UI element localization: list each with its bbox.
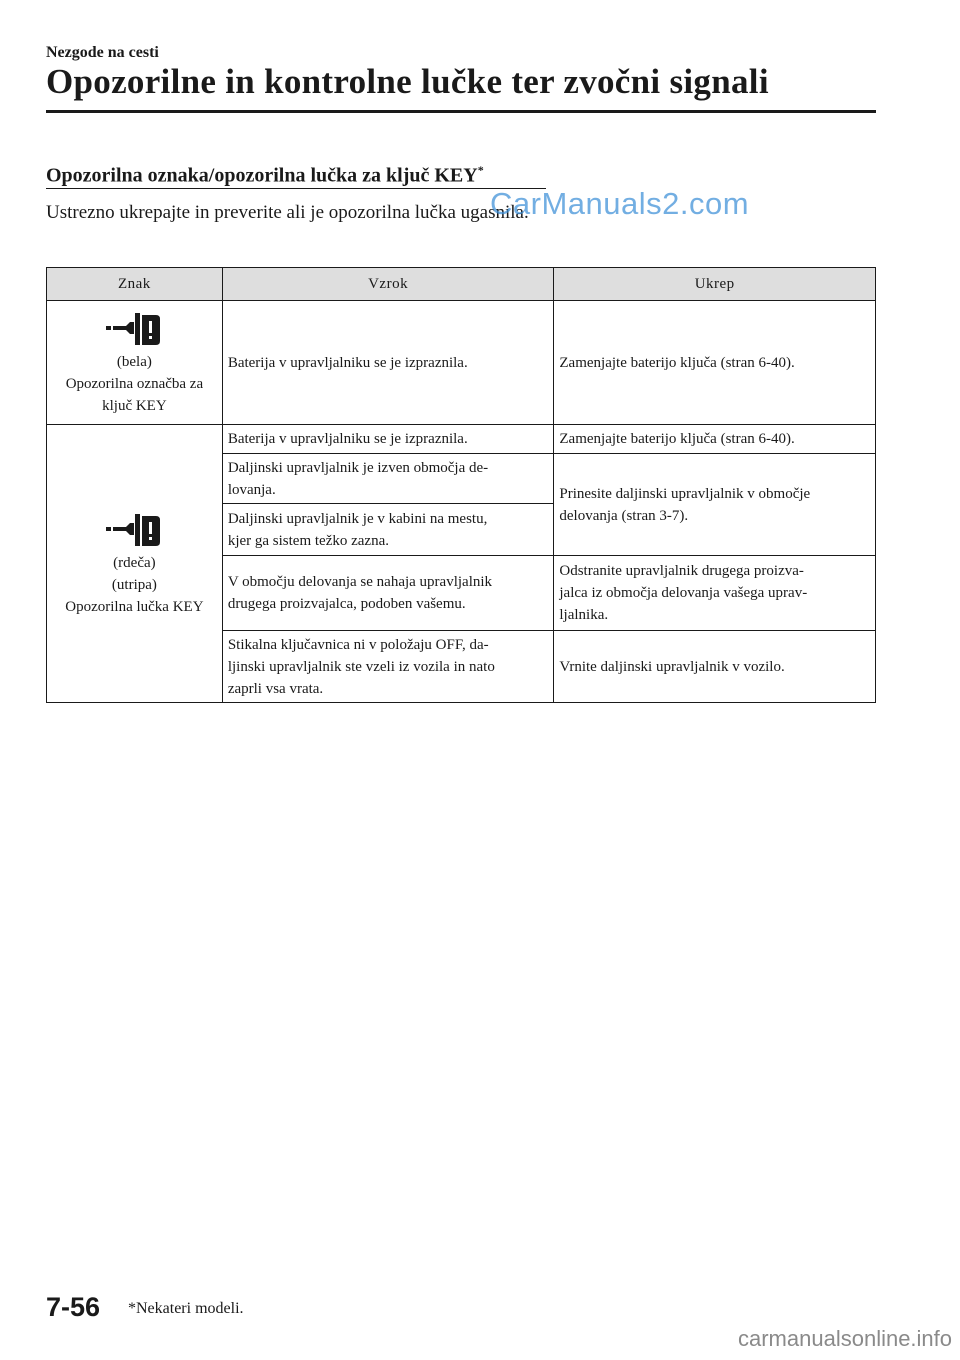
header-ukrep: Ukrep (554, 268, 876, 301)
cause-line: V območju delovanja se nahaja upravljalnik (227, 574, 493, 590)
key-warning-icon (102, 510, 166, 550)
footnote: *Nekateri modeli. (128, 1300, 244, 1317)
warning-table (46, 267, 876, 703)
watermark: CarManuals2.com (490, 186, 750, 221)
sign-name-line2: ključ KEY (102, 397, 167, 414)
table-row (47, 425, 876, 454)
cause-line: kjer ga sistem težko zazna. (227, 532, 389, 549)
action-line: Odstranite upravljalnik drugega proizva- (559, 563, 804, 579)
section-title-text: Opozorilna oznaka/opozorilna lučka za ključ KEY (46, 164, 478, 187)
footnote-asterisk: * (477, 163, 484, 177)
cause-cell: Baterija v upravljalniku se je izpraznila. (222, 425, 554, 454)
action-cell (554, 454, 876, 556)
action-line: jalca iz območja delovanja vašega uprav- (559, 585, 808, 601)
action-line: ljalnika. (559, 607, 609, 623)
cause-line: drugega proizvajalca, podoben vašemu. (227, 596, 466, 612)
cause-line: lovanja. (227, 481, 276, 498)
action-cell: Vrnite daljinski upravljalnik v vozilo. (554, 631, 876, 703)
section-divider (46, 188, 546, 189)
header-znak: Znak (47, 268, 223, 301)
cause-cell (222, 556, 554, 631)
intro-text: Ustrezno ukrepajte in preverite ali je opozorilna lučka ugasnila. (46, 202, 529, 223)
cause-cell: Baterija v upravljalniku se je izpraznila. (222, 301, 554, 425)
action-line: Prinesite daljinski upravljalnik v območje (559, 485, 811, 502)
cause-cell (222, 504, 554, 556)
title-divider (46, 110, 876, 113)
sign-cell-red (47, 425, 223, 703)
page-number: 7-56 (46, 1292, 101, 1322)
page-title: Opozorilne in kontrolne lučke ter zvočni signali (46, 62, 769, 101)
sign-blink-label: (utripa) (111, 576, 157, 593)
sign-name-line1: Opozorilna označba za (65, 375, 204, 392)
section-title (46, 163, 484, 188)
action-cell: Zamenjajte baterijo ključa (stran 6-40). (554, 425, 876, 454)
table-header-row (47, 268, 876, 301)
cause-line: Daljinski upravljalnik je izven območja de- (227, 459, 489, 476)
header-vzrok: Vzrok (222, 268, 554, 301)
table-row (47, 301, 876, 425)
key-warning-icon (102, 309, 166, 349)
site-watermark: carmanualsonline.info (738, 1326, 953, 1351)
cause-line: ljinski upravljalnik ste vzeli iz vozila in nato (227, 658, 495, 675)
action-cell: Zamenjajte baterijo ključa (stran 6-40). (554, 301, 876, 425)
cause-cell (222, 454, 554, 504)
action-line: delovanja (stran 3-7). (559, 507, 689, 524)
chapter-label: Nezgode na cesti (46, 44, 159, 61)
cause-line: zaprli vsa vrata. (227, 680, 324, 697)
sign-name-line1: Opozorilna lučka KEY (65, 598, 204, 615)
sign-cell-white (47, 301, 223, 425)
sign-color-label: (bela) (116, 353, 152, 370)
sign-color-label: (rdeča) (113, 554, 156, 571)
action-cell (554, 556, 876, 631)
cause-line: Stikalna ključavnica ni v položaju OFF, da- (227, 636, 489, 653)
cause-cell (222, 631, 554, 703)
cause-line: Daljinski upravljalnik je v kabini na mestu, (227, 510, 488, 527)
